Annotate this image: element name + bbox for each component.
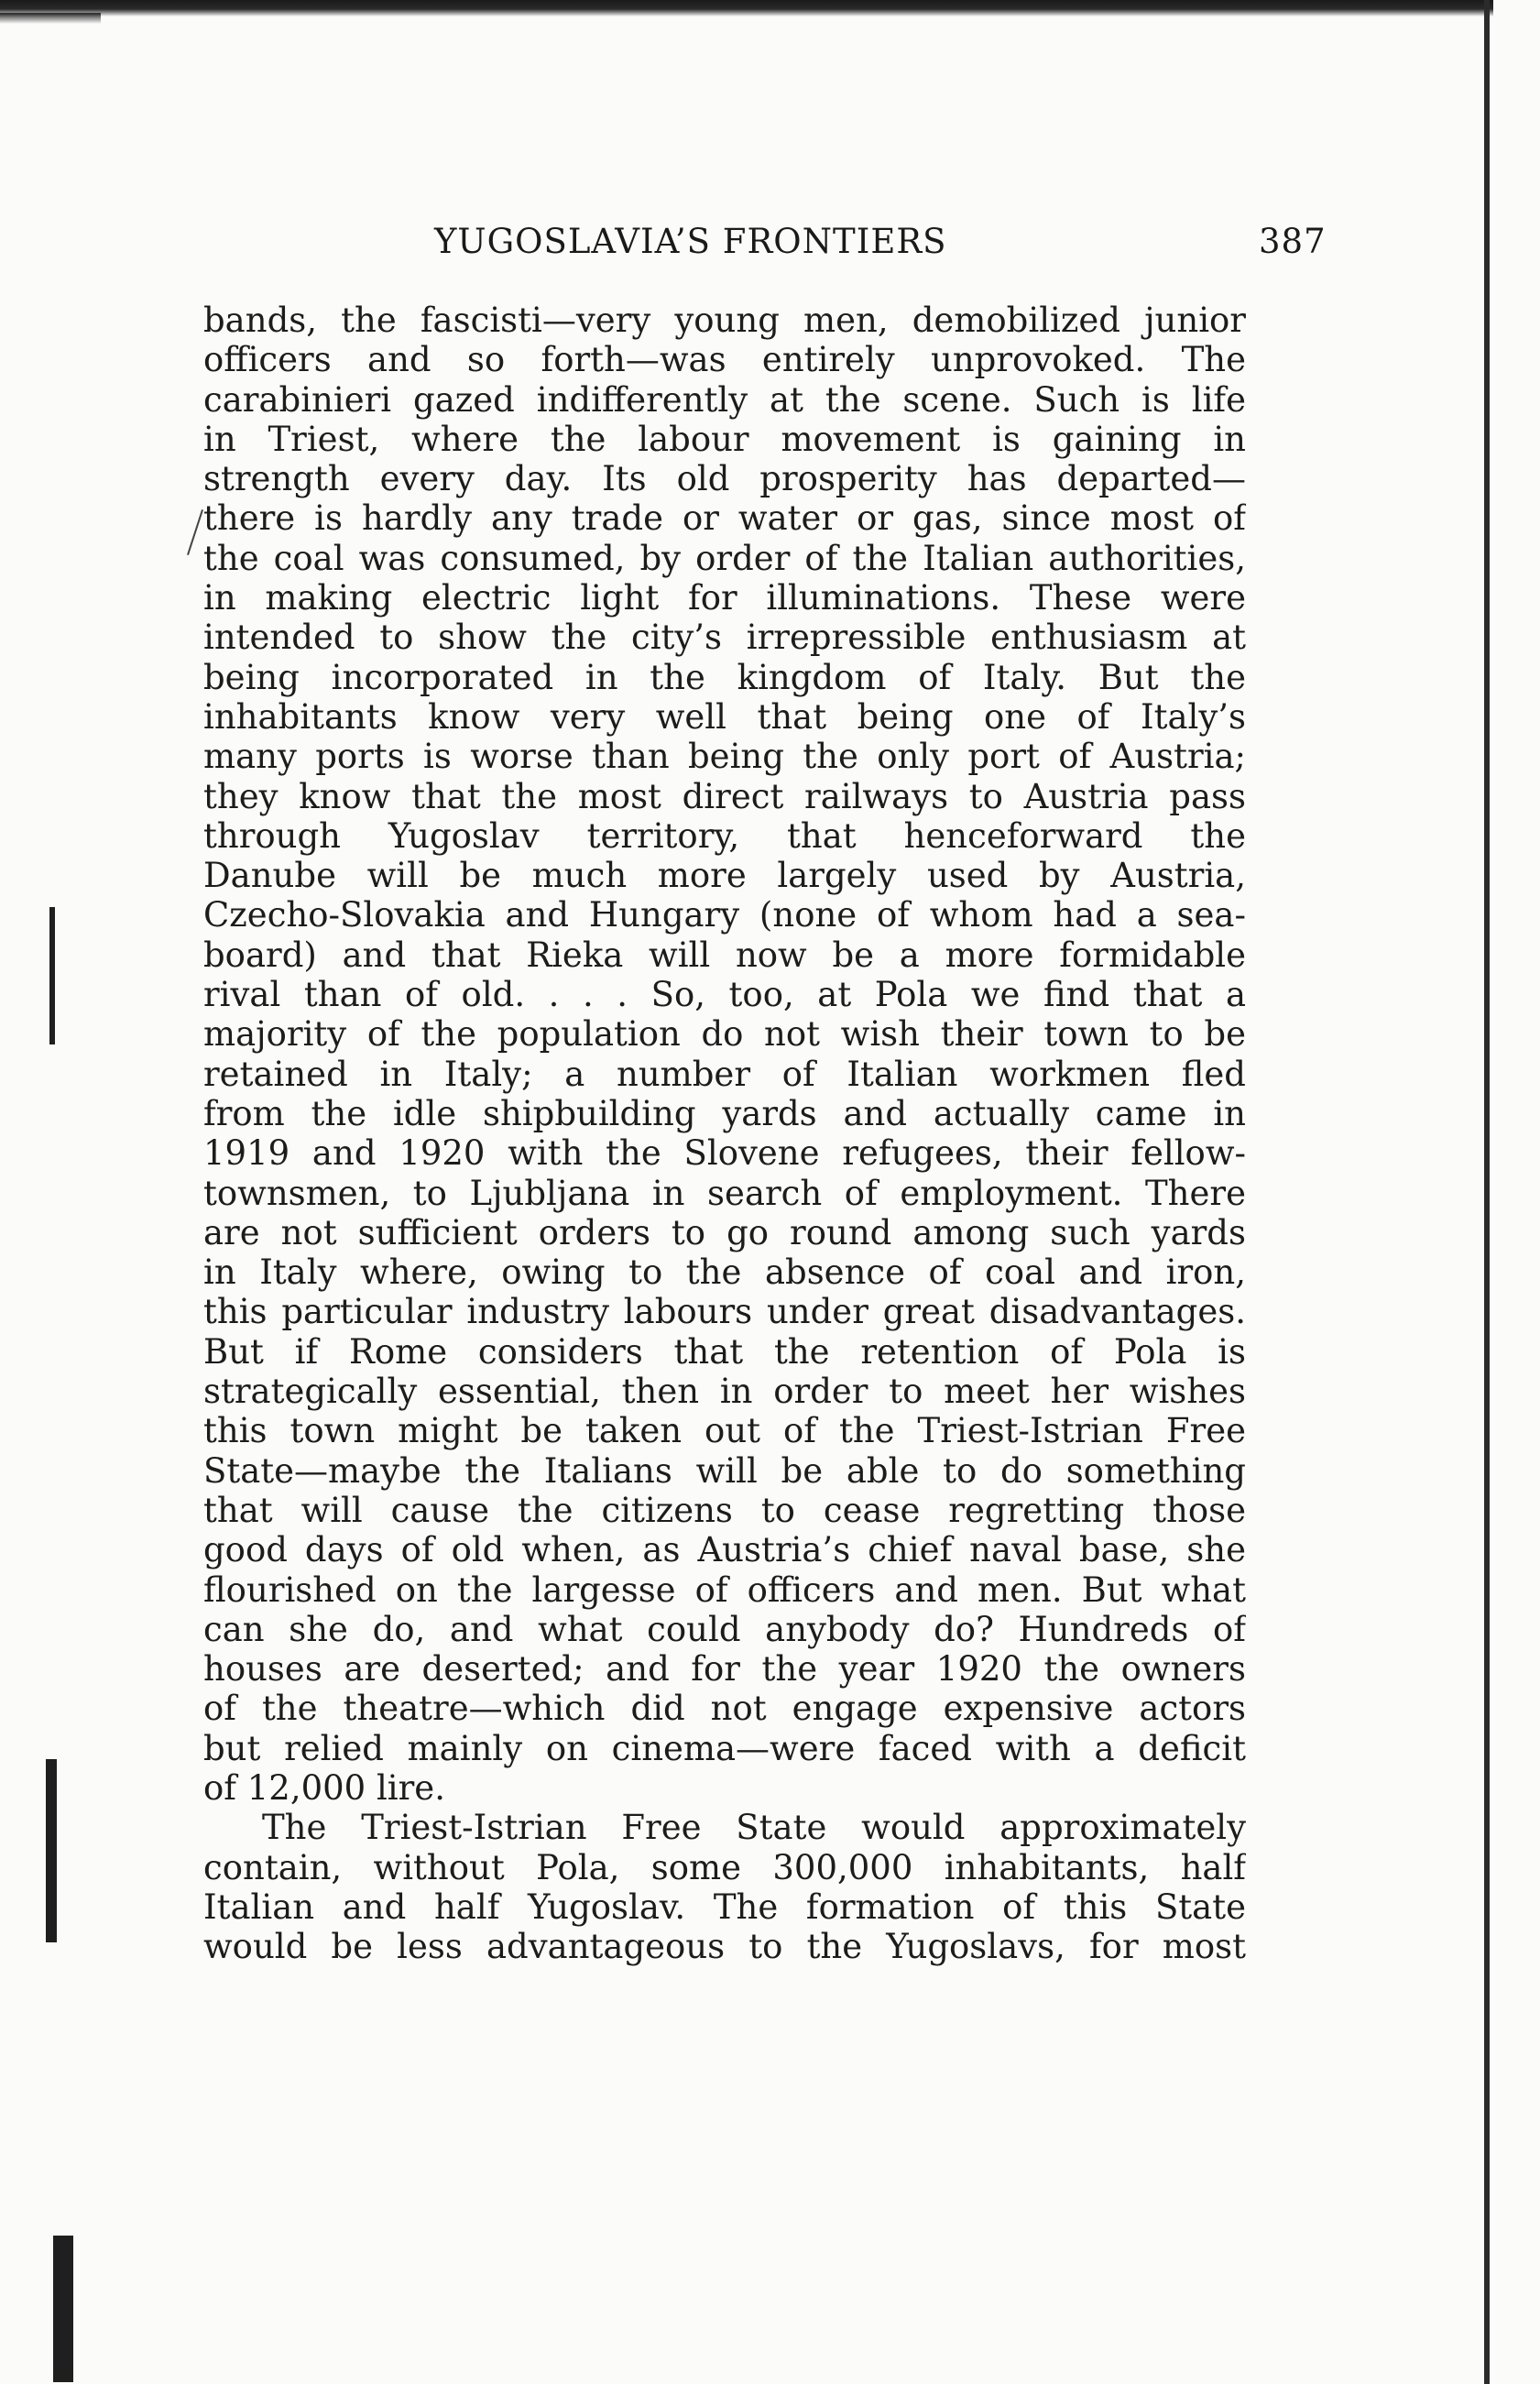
text-line: Italian and half Yugoslav. The formation of this State	[203, 1886, 1246, 1927]
scan-stray-mark	[187, 509, 203, 555]
text-line: carabinieri gazed indifferently at the scene. Such is life	[203, 379, 1246, 420]
text-line: they know that the most direct railways to Austria pass	[203, 776, 1246, 816]
text-line: strategically essential, then in order to meet her wishes	[203, 1372, 1246, 1412]
page-number: 387	[1259, 222, 1327, 261]
text-line: that will cause the citizens to cease regretting those	[203, 1490, 1246, 1530]
text-line: The Triest-Istrian Free State would approximately	[262, 1808, 1246, 1848]
body-text	[203, 301, 1246, 1966]
text-line: good days of old when, as Austria’s chief naval base, she	[203, 1530, 1246, 1570]
text-line: strength every day. Its old prosperity has departed—	[203, 459, 1246, 499]
text-line: Danube will be much more largely used by Austria,	[203, 856, 1246, 896]
text-line: State—maybe the Italians will be able to do something	[203, 1450, 1246, 1491]
text-line: of 12,000 lire.	[203, 1767, 445, 1808]
text-line: the coal was consumed, by order of the Italian authorities,	[203, 538, 1246, 578]
text-line: are not sufficient orders to go round among such yards	[203, 1212, 1246, 1252]
text-line: this particular industry labours under great disadvantages.	[203, 1292, 1246, 1332]
scan-top-edge-notch	[0, 13, 101, 24]
text-line: being incorporated in the kingdom of Italy. But the	[203, 657, 1246, 697]
text-line: Czecho-Slovakia and Hungary (none of whom had a sea-	[203, 895, 1246, 935]
text-line: in Triest, where the labour movement is gaining in	[203, 419, 1246, 459]
text-line: bands, the fascisti—very young men, demobilized junior	[203, 301, 1246, 340]
text-line: through Yugoslav territory, that henceforward the	[203, 815, 1246, 856]
text-line: this town might be taken out of the Triest-Istrian Free	[203, 1411, 1246, 1451]
text-line: retained in Italy; a number of Italian workmen fled	[203, 1054, 1246, 1094]
text-line: townsmen, to Ljubljana in search of employment. There	[203, 1173, 1246, 1213]
text-line: board) and that Rieka will now be a more formidable	[203, 935, 1246, 975]
text-line: rival than of old. . . . So, too, at Pola we find that a	[203, 975, 1246, 1015]
text-line: contain, without Pola, some 300,000 inhabitants, half	[203, 1847, 1246, 1887]
scan-right-edge	[1484, 0, 1490, 2384]
text-line: flourished on the largesse of officers and men. But what	[203, 1569, 1246, 1610]
text-line: there is hardly any trade or water or gas, since most of	[203, 498, 1246, 539]
text-line: intended to show the city’s irrepressible enthusiasm at	[203, 618, 1246, 658]
paragraph	[203, 1808, 1246, 1966]
running-head-title: YUGOSLAVIA’S FRONTIERS	[434, 222, 947, 261]
scan-left-mark	[46, 1759, 57, 1942]
text-line: inhabitants know very well that being one of Italy’s	[203, 696, 1246, 737]
scan-top-edge	[0, 0, 1493, 16]
text-line: of the theatre—which did not engage expensive actors	[203, 1689, 1246, 1729]
text-line: houses are deserted; and for the year 1920 the owners	[203, 1649, 1246, 1690]
text-line: can she do, and what could anybody do? Hundreds of	[203, 1609, 1246, 1649]
text-line: many ports is worse than being the only port of Austria;	[203, 737, 1246, 777]
text-line: in making electric light for illuminations. These were	[203, 578, 1246, 618]
paragraph	[203, 301, 1246, 1808]
scan-left-mark	[49, 907, 55, 1044]
text-line: majority of the population do not wish their town to be	[203, 1014, 1246, 1055]
text-line: would be less advantageous to the Yugoslavs, for most	[203, 1927, 1246, 1967]
text-line: but relied mainly on cinema—were faced with a deficit	[203, 1728, 1246, 1768]
text-line: officers and so forth—was entirely unprovoked. The	[203, 340, 1246, 380]
text-line: in Italy where, owing to the absence of coal and iron,	[203, 1252, 1246, 1293]
text-line: 1919 and 1920 with the Slovene refugees, their fellow-	[203, 1133, 1246, 1174]
text-line: from the idle shipbuilding yards and actually came in	[203, 1093, 1246, 1133]
text-line: But if Rome considers that the retention of Pola is	[203, 1331, 1246, 1372]
scan-left-mark	[53, 2236, 73, 2382]
